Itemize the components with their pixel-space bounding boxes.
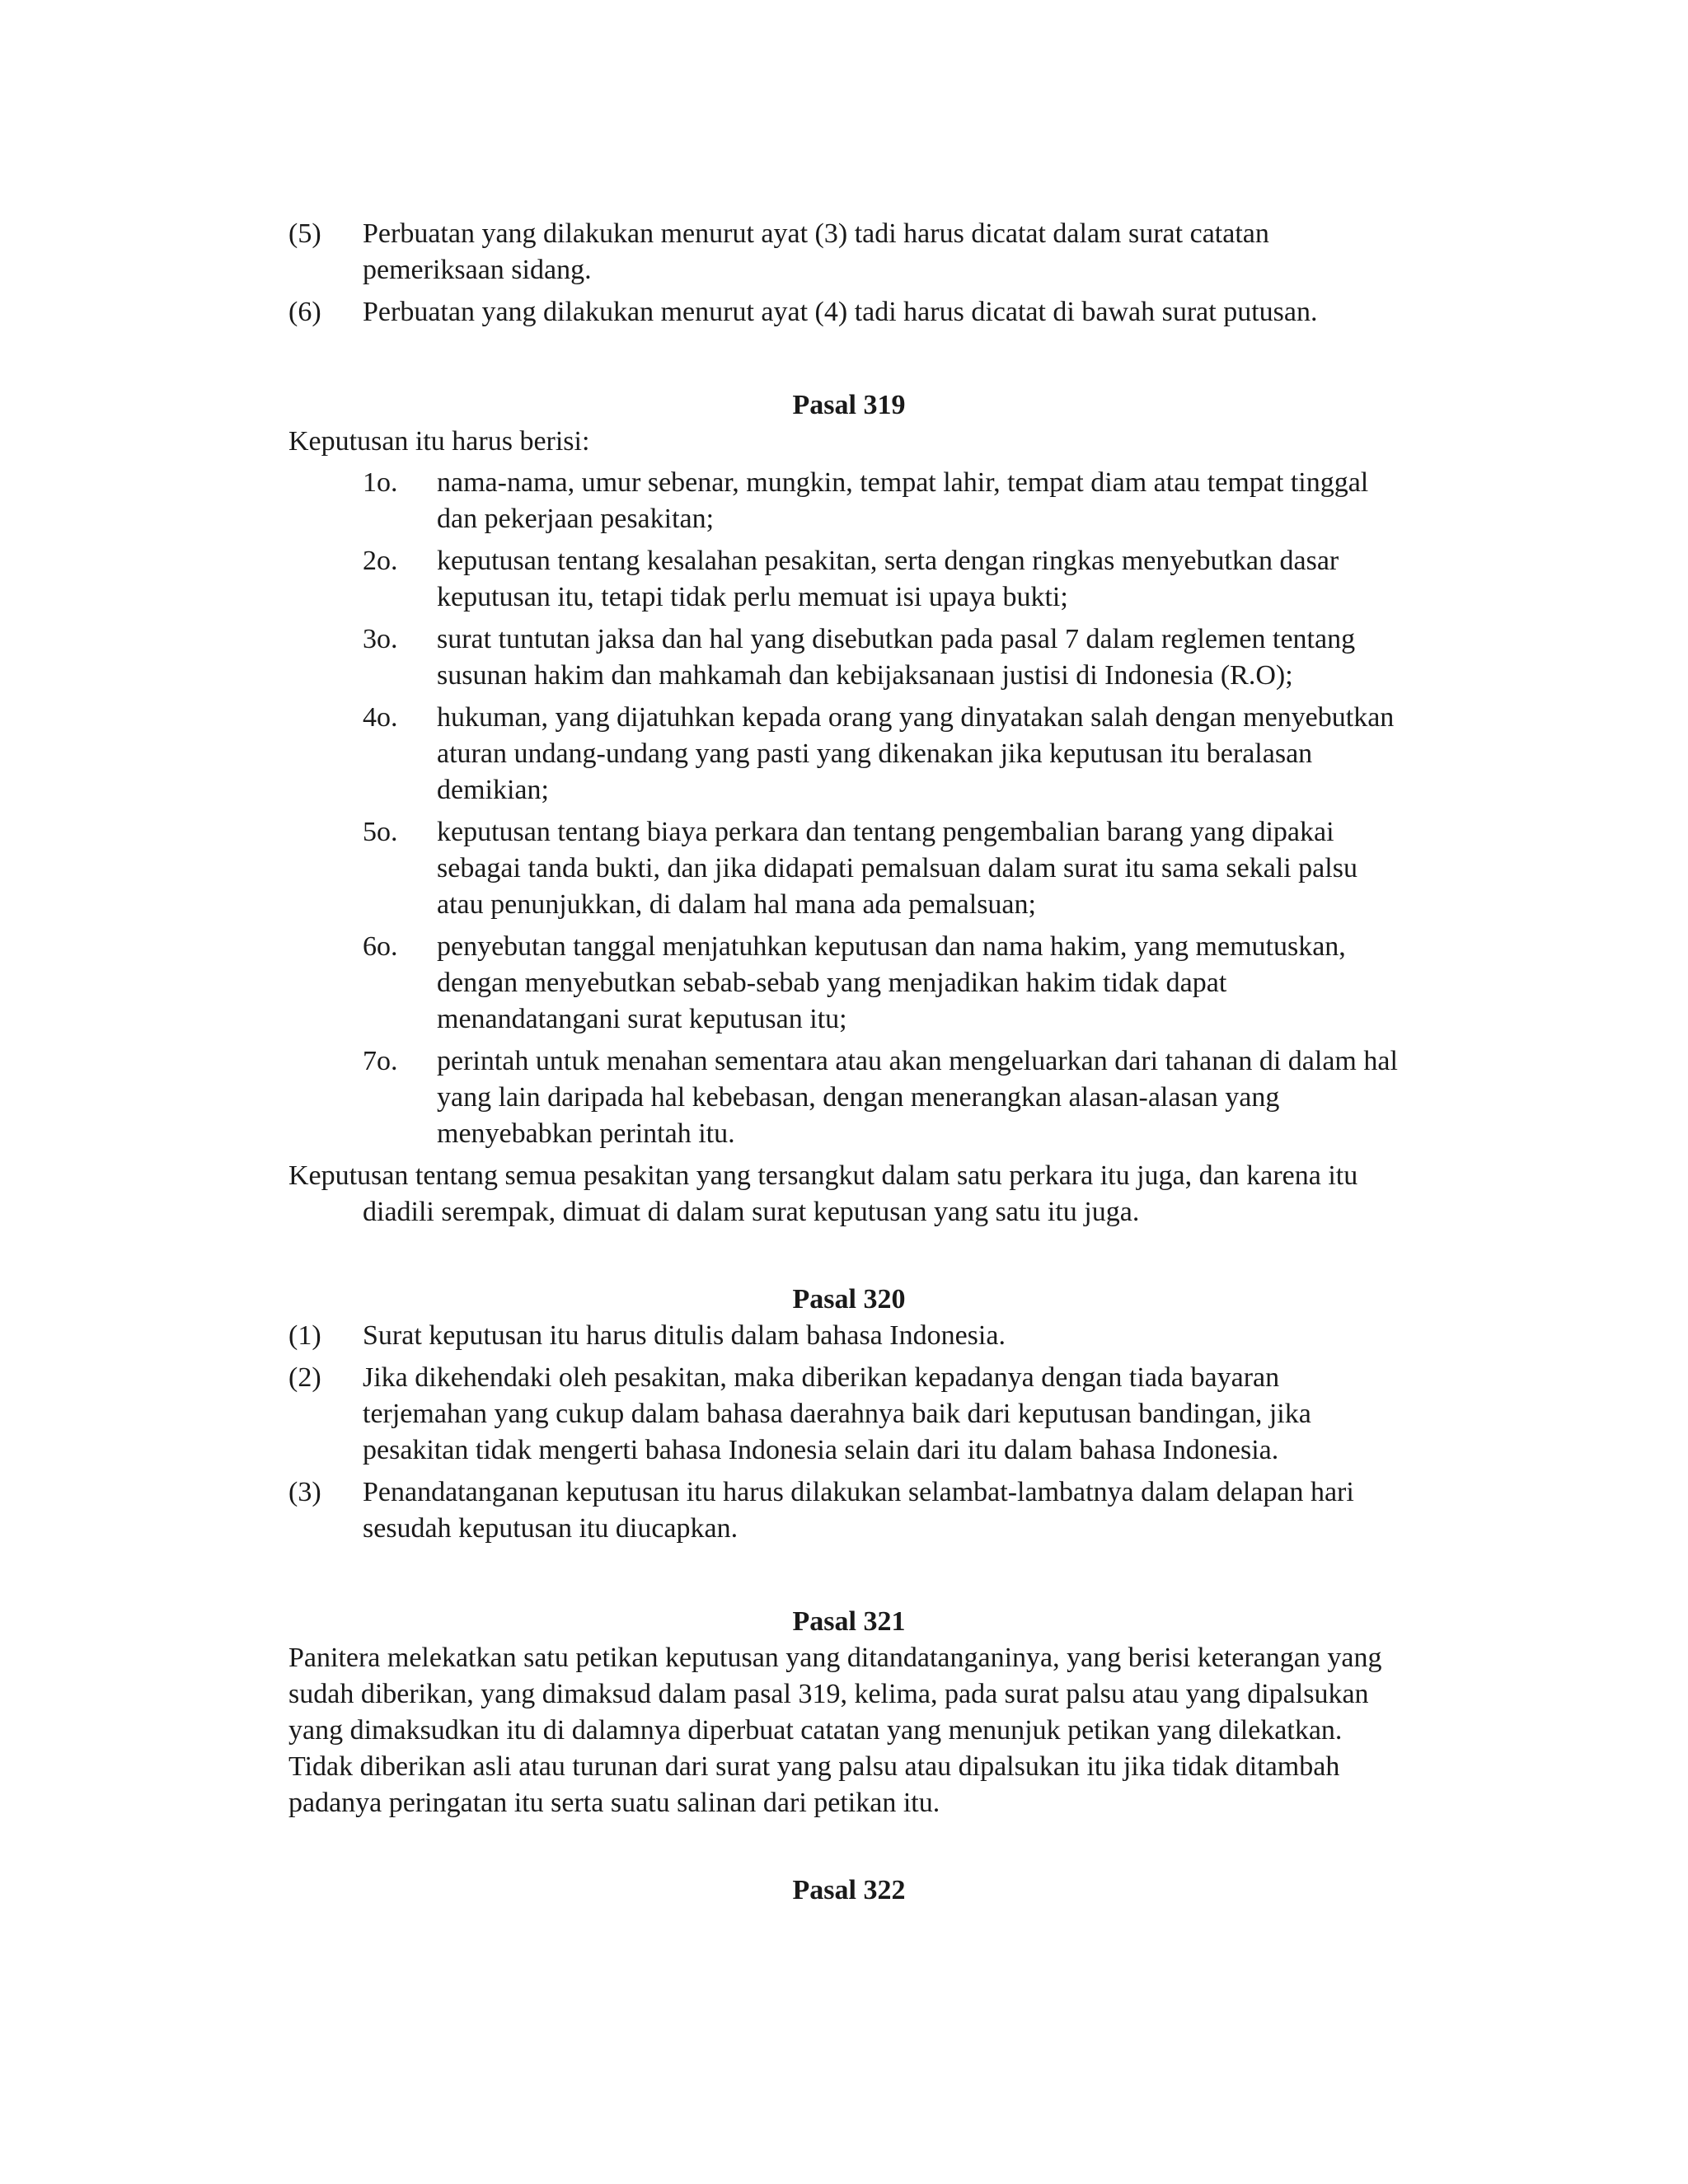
- item-text: Perbuatan yang dilakukan menurut ayat (3) tadi harus dicatat dalam surat catatan pemeriksaan sidang.: [363, 218, 1269, 285]
- item-text: Perbuatan yang dilakukan menurut ayat (4) tadi harus dicatat di bawah surat putusan.: [363, 297, 1318, 327]
- item-text: nama-nama, umur sebenar, mungkin, tempat lahir, tempat diam atau tempat tinggal dan pekerjaan pesakitan;: [437, 467, 1369, 534]
- item-text: surat tuntutan jaksa dan hal yang disebutkan pada pasal 7 dalam reglemen tentang susunan hakim dan mahkamah dan kebijaksanaan justisi di Indonesia (R.O);: [437, 624, 1356, 691]
- pasal-319-section: [288, 387, 1409, 1230]
- pasal-321-text: Panitera melekatkan satu petikan keputusan yang ditandatanganinya, yang berisi keterangan yang sudah diberikan, yang dimaksud dalam pasal 319, kelima, pada surat palsu atau yang dipalsukan yang dimaksudkan itu di dalamnya diperbuat catatan yang menunjuk petikan yang dilekatkan. Tidak diberikan asli atau turunan dari surat yang palsu atau dipalsukan itu jika tidak ditambah padanya peringatan itu serta suatu salinan dari petikan itu.: [288, 1643, 1382, 1818]
- item-number: 3o.: [363, 624, 398, 654]
- pasal-322-section: [288, 1872, 1409, 1909]
- item-number: 1o.: [363, 467, 398, 498]
- pasal-319-closing: Keputusan tentang semua pesakitan yang tersangkut dalam satu perkara itu juga, dan karena itu diadili serempak, dimuat di dalam surat keputusan yang satu itu juga.: [288, 1160, 1358, 1227]
- pasal-321-section: [288, 1604, 1409, 1821]
- item-text: Jika dikehendaki oleh pesakitan, maka diberikan kepadanya dengan tiada bayaran terjemahan yang cukup dalam bahasa daerahnya baik dari keputusan bandingan, jika pesakitan tidak mengerti bahasa Indonesia selain dari itu dalam bahasa Indonesia.: [363, 1362, 1311, 1465]
- top-items-list: [288, 216, 1409, 330]
- list-item: [288, 216, 1409, 288]
- pasal-319-intro: Keputusan itu harus berisi:: [288, 426, 590, 457]
- item-number: (2): [288, 1362, 321, 1393]
- item-number: 7o.: [363, 1046, 398, 1076]
- item-number: 2o.: [363, 546, 398, 576]
- pasal-321-heading: Pasal 321: [792, 1606, 906, 1637]
- pasal-320-section: [288, 1282, 1409, 1547]
- pasal-322-heading: Pasal 322: [792, 1875, 906, 1905]
- item-number: 4o.: [363, 702, 398, 733]
- list-item: [288, 1474, 1409, 1547]
- list-item: [288, 1360, 1409, 1469]
- item-text: Penandatanganan keputusan itu harus dilakukan selambat-lambatnya dalam delapan hari sesudah keputusan itu diucapkan.: [363, 1477, 1354, 1544]
- pasal-320-heading: Pasal 320: [792, 1284, 906, 1315]
- item-number: 5o.: [363, 817, 398, 847]
- item-number: 6o.: [363, 931, 398, 962]
- item-number: (6): [288, 297, 321, 327]
- item-text: Surat keputusan itu harus ditulis dalam bahasa Indonesia.: [363, 1320, 1006, 1351]
- document-page: [288, 216, 1409, 1909]
- item-text: keputusan tentang biaya perkara dan tentang pengembalian barang yang dipakai sebagai tanda bukti, dan jika didapati pemalsuan dalam surat itu sama sekali palsu atau penunjukkan, di dalam hal mana ada pemalsuan;: [437, 817, 1357, 920]
- item-number: (5): [288, 218, 321, 249]
- pasal-319-list: [288, 465, 1409, 1152]
- item-text: hukuman, yang dijatuhkan kepada orang yang dinyatakan salah dengan menyebutkan aturan undang-undang yang pasti yang dikenakan jika keputusan itu beralasan demikian;: [437, 702, 1395, 805]
- list-item: [363, 814, 1409, 923]
- list-item: [363, 543, 1409, 616]
- list-item: [363, 700, 1409, 808]
- item-number: (3): [288, 1477, 321, 1507]
- pasal-319-heading: Pasal 319: [792, 390, 906, 420]
- pasal-320-list: [288, 1318, 1409, 1547]
- item-number: (1): [288, 1320, 321, 1351]
- item-text: penyebutan tanggal menjatuhkan keputusan dan nama hakim, yang memutuskan, dengan menyebutkan sebab-sebab yang menjadikan hakim tidak dapat menandatangani surat keputusan itu;: [437, 931, 1346, 1034]
- list-item: [288, 1318, 1409, 1354]
- list-item: [363, 929, 1409, 1038]
- list-item: [363, 465, 1409, 537]
- item-text: perintah untuk menahan sementara atau akan mengeluarkan dari tahanan di dalam hal yang lain daripada hal kebebasan, dengan menerangkan alasan-alasan yang menyebabkan perintah itu.: [437, 1046, 1398, 1149]
- list-item: [363, 1043, 1409, 1152]
- item-text: keputusan tentang kesalahan pesakitan, serta dengan ringkas menyebutkan dasar keputusan itu, tetapi tidak perlu memuat isi upaya bukti;: [437, 546, 1339, 612]
- list-item: [363, 621, 1409, 694]
- list-item: [288, 294, 1409, 330]
